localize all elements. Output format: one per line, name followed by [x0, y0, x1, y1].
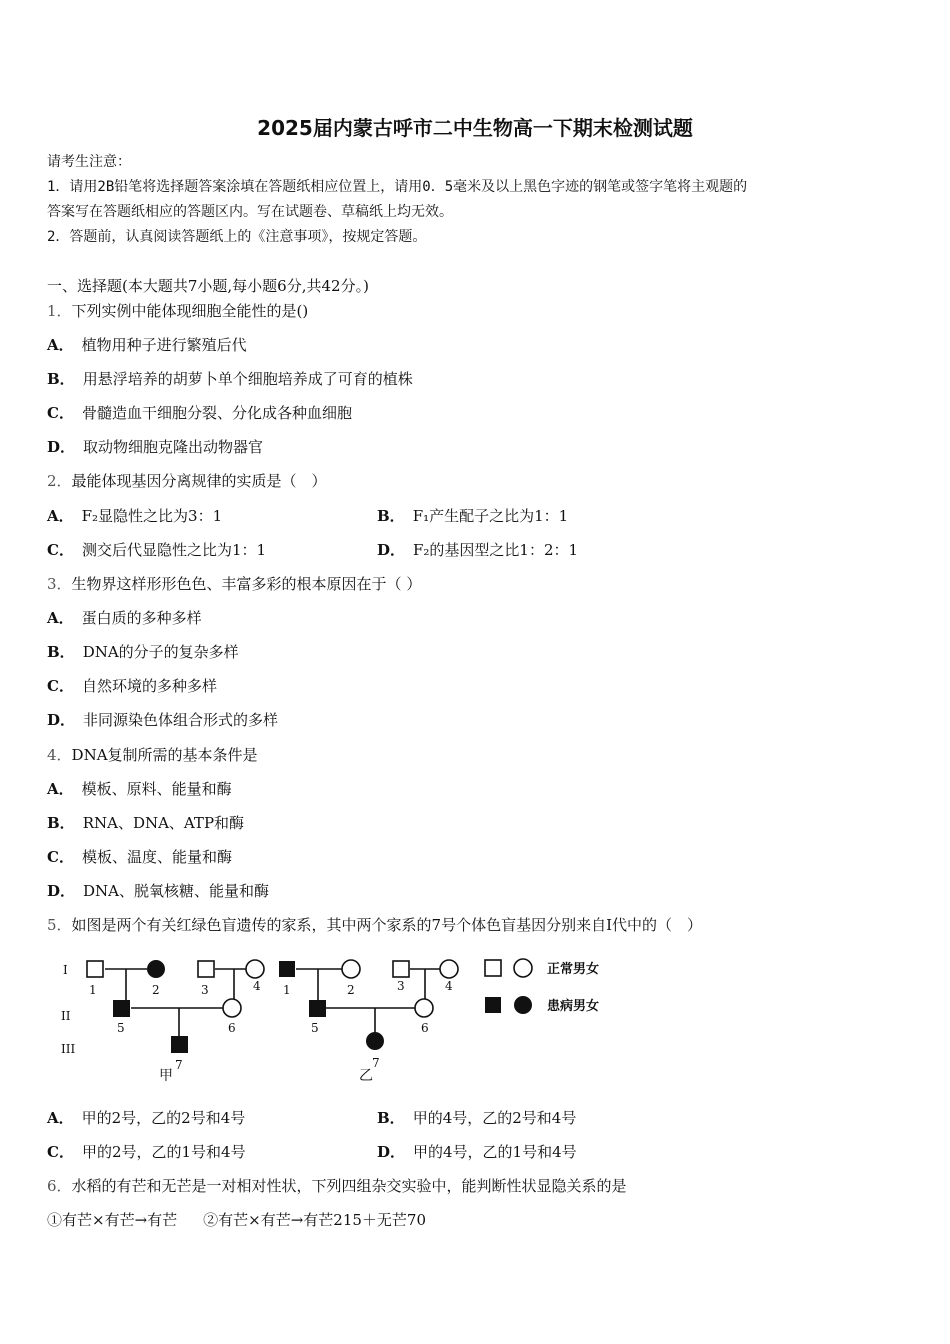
- question-stem: 生物界这样形形色色、丰富多彩的根本原因在于（ ）: [71, 575, 422, 593]
- question-2: [47, 471, 327, 491]
- svg-text:6: 6: [421, 1021, 429, 1035]
- question-number: 3．: [47, 575, 72, 593]
- q1-option-a: A． 植物用种子进行繁殖后代: [47, 336, 247, 354]
- question-number: 6．: [47, 1177, 72, 1195]
- notice-item-1: 1．请用2B铅笔将选择题答案涂填在答题纸相应位置上，请用0．5毫米及以上黑色字迹的钢笔或签字笔将主观题的: [47, 179, 748, 195]
- gen-label-1: I: [63, 963, 68, 977]
- q2-option-d: D． F₂的基因型之比1：2：1: [377, 541, 579, 559]
- q2-option-a: A． F₂显隐性之比为3：1: [47, 507, 223, 525]
- q3-option-a: A． 蛋白质的多种多样: [47, 609, 202, 627]
- cross-2: ②有芒×有芒→有芒215＋无芒70: [203, 1211, 426, 1229]
- q3-option-d: D． 非同源染色体组合形式的多样: [47, 711, 279, 729]
- pedigree-affected-male: [113, 1000, 130, 1017]
- svg-text:6: 6: [228, 1021, 236, 1035]
- question-4: [47, 745, 258, 765]
- notice-heading: 请考生注意：: [47, 154, 131, 170]
- svg-text:7: 7: [175, 1058, 183, 1072]
- q5-option-c: C． 甲的2号，乙的1号和4号: [47, 1143, 246, 1161]
- svg-text:5: 5: [117, 1021, 125, 1035]
- notice-item-2: 2．答题前，认真阅读答题纸上的《注意事项》，按规定答题。: [47, 229, 427, 245]
- pedigree-figure: [47, 950, 627, 1090]
- question-1: [47, 301, 308, 321]
- legend-affected-female: [514, 996, 532, 1014]
- svg-text:2: 2: [347, 983, 355, 997]
- question-stem: 下列实例中能体现细胞全能性的是(): [71, 302, 309, 320]
- question-3: [47, 574, 421, 594]
- svg-text:1: 1: [89, 983, 97, 997]
- legend-affected-label: 患病男女: [547, 999, 600, 1014]
- pedigree-affected-male: [309, 1000, 326, 1017]
- q3-option-c: C． 自然环境的多种多样: [47, 677, 217, 695]
- pedigree-normal-male: [393, 961, 409, 977]
- pedigree-affected-female: [147, 960, 165, 978]
- legend-normal-label: 正常男女: [547, 962, 600, 977]
- q1-option-c: C． 骨髓造血干细胞分裂、分化成各种血细胞: [47, 404, 352, 422]
- q1-option-d: D． 取动物细胞克隆出动物器官: [47, 438, 264, 456]
- question-number: 2．: [47, 472, 72, 490]
- pedigree-affected-female: [366, 1032, 384, 1050]
- q5-option-b: B． 甲的4号，乙的2号和4号: [377, 1109, 577, 1127]
- family-label-a: 甲: [159, 1068, 173, 1084]
- q4-option-b: B． RNA、DNA、ATP和酶: [47, 814, 245, 832]
- svg-text:3: 3: [201, 983, 209, 997]
- question-number: 1．: [47, 302, 72, 320]
- question-stem: 最能体现基因分离规律的实质是（ ）: [71, 472, 327, 490]
- question-5: [47, 915, 702, 935]
- section-heading: 一、选择题(本大题共7小题,每小题6分,共42分。): [47, 277, 369, 295]
- pedigree-normal-female: [223, 999, 241, 1017]
- cross-1: ①有芒×有芒→有芒: [47, 1211, 178, 1229]
- q4-option-a: A． 模板、原料、能量和酶: [47, 780, 232, 798]
- pedigree-normal-male: [87, 961, 103, 977]
- pedigree-normal-female: [246, 960, 264, 978]
- q5-option-a: A． 甲的2号，乙的2号和4号: [47, 1109, 246, 1127]
- q4-option-c: C． 模板、温度、能量和酶: [47, 848, 232, 866]
- pedigree-affected-male: [171, 1036, 188, 1053]
- gen-label-3: III: [61, 1042, 76, 1056]
- svg-text:2: 2: [152, 983, 160, 997]
- pedigree-normal-male: [198, 961, 214, 977]
- pedigree-affected-male: [279, 961, 295, 977]
- q2-option-b: B． F₁产生配子之比为1：1: [377, 507, 569, 525]
- svg-text:1: 1: [283, 983, 291, 997]
- question-stem: DNA复制所需的基本条件是: [71, 746, 258, 764]
- q3-option-b: B． DNA的分子的复杂多样: [47, 643, 239, 661]
- svg-text:4: 4: [253, 979, 261, 993]
- q4-option-d: D． DNA、脱氧核糖、能量和酶: [47, 882, 270, 900]
- question-number: 4．: [47, 746, 72, 764]
- question-number: 5．: [47, 916, 72, 934]
- pedigree-normal-female: [415, 999, 433, 1017]
- q1-option-b: B． 用悬浮培养的胡萝卜单个细胞培养成了可育的植株: [47, 370, 413, 388]
- svg-text:7: 7: [372, 1056, 380, 1070]
- gen-label-2: II: [61, 1009, 71, 1023]
- notice-item-1-cont: 答案写在答题纸相应的答题区内。写在试题卷、草稿纸上均无效。: [47, 204, 453, 220]
- question-6: [47, 1176, 627, 1196]
- legend-normal-male: [485, 960, 501, 976]
- pedigree-normal-female: [342, 960, 360, 978]
- family-label-b: 乙: [359, 1068, 373, 1084]
- q6-crosses: [47, 1210, 426, 1230]
- legend-normal-female: [514, 959, 532, 977]
- svg-text:5: 5: [311, 1021, 319, 1035]
- question-stem: 水稻的有芒和无芒是一对相对性状，下列四组杂交实验中，能判断性状显隐关系的是: [71, 1177, 627, 1195]
- legend-affected-male: [485, 997, 501, 1013]
- svg-text:3: 3: [397, 979, 405, 993]
- page-title: 2025届内蒙古呼市二中生物高一下期末检测试题: [257, 116, 693, 140]
- q5-option-d: D． 甲的4号，乙的1号和4号: [377, 1143, 577, 1161]
- svg-text:4: 4: [445, 979, 453, 993]
- question-stem: 如图是两个有关红绿色盲遗传的家系，其中两个家系的7号个体色盲基因分别来自I代中的（ ）: [71, 916, 703, 934]
- pedigree-normal-female: [440, 960, 458, 978]
- q2-option-c: C． 测交后代显隐性之比为1：1: [47, 541, 267, 559]
